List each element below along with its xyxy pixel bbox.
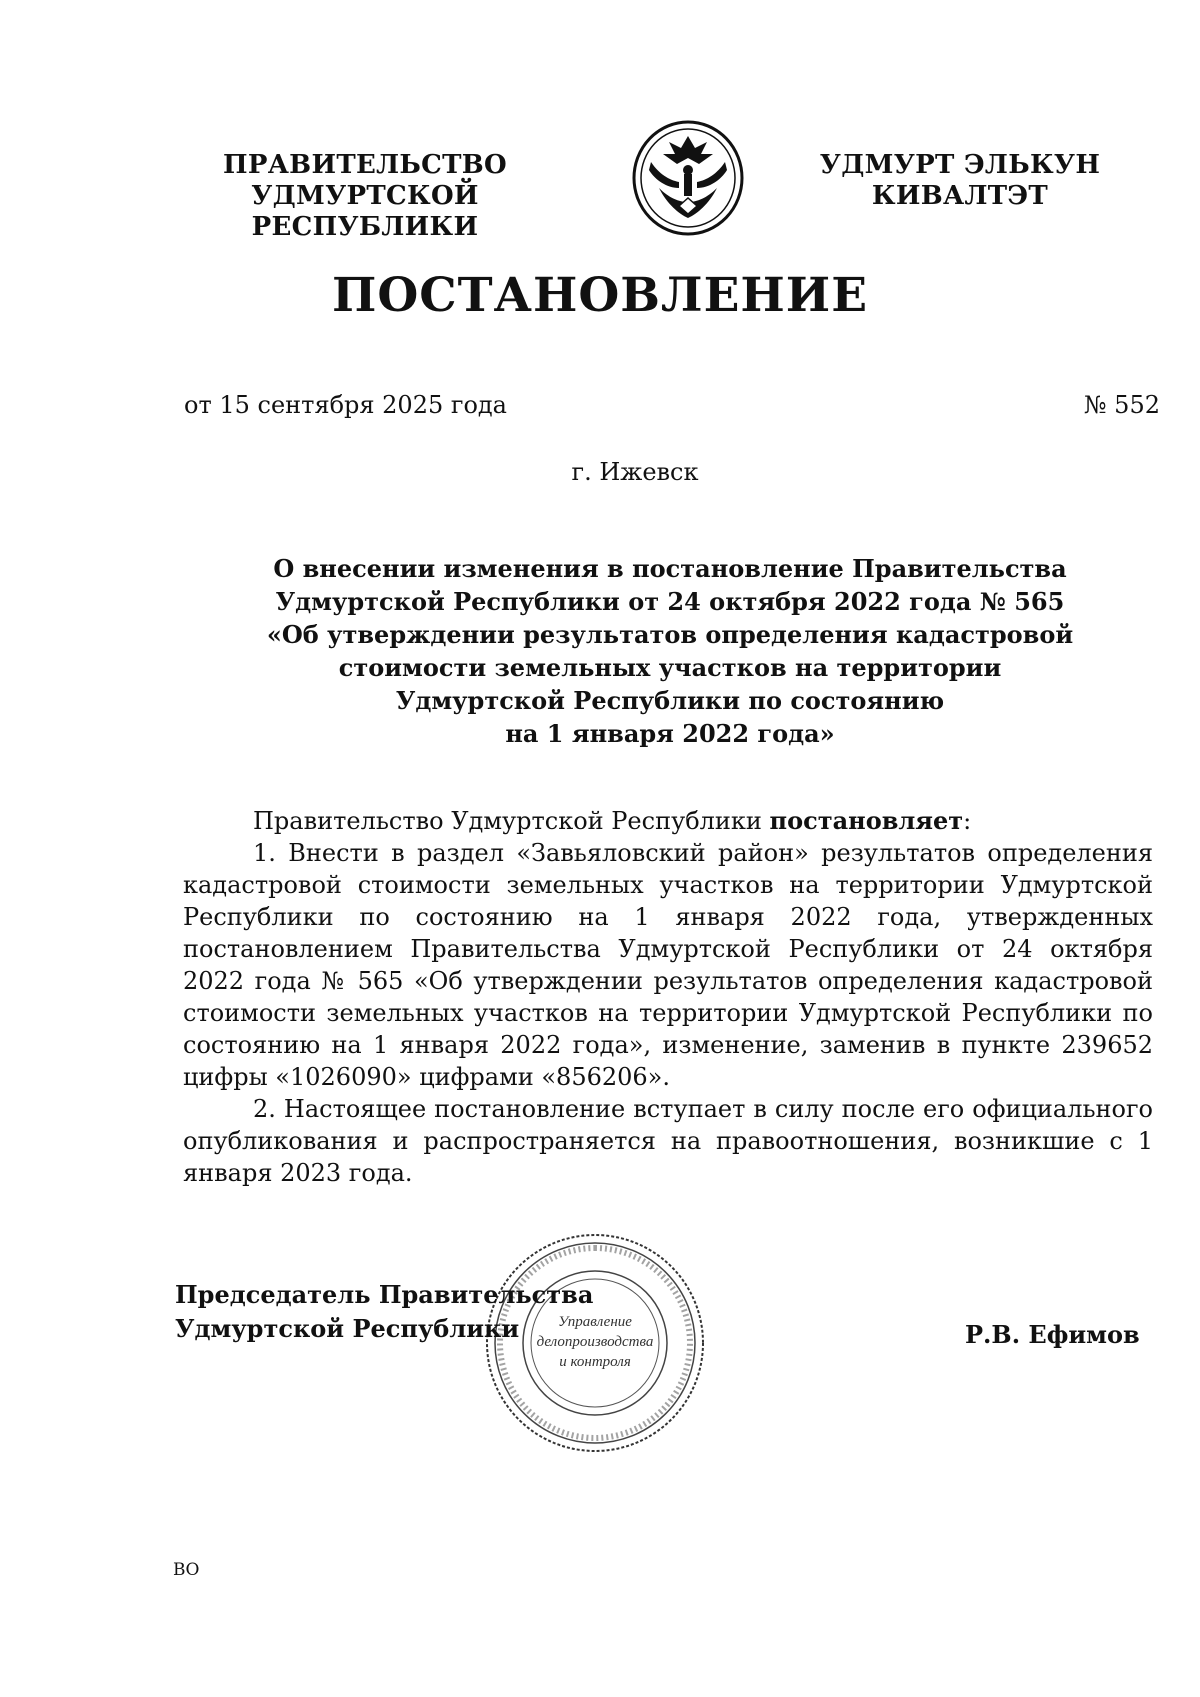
document-body: [183, 805, 1153, 1189]
signatory-position-line1: Председатель Правительства: [175, 1280, 594, 1309]
body-paragraph-1: 1. Внести в раздел «Завьяловский район» результатов определения кадастровой стоимости земельных участков на территории Удмуртской Республики по состоянию на 1 января 2022 года, утвержденных постановлением Правительства Удмуртской Республики от 24 октября 2022 года № 565 «Об утверждении результатов определения кадастровой стоимости земельных участков на территории Удмуртской Республики по состоянию на 1 января 2022 года», изменение, заменив в пункте 239652 цифры «1026090» цифрами «856206».: [183, 839, 1153, 1091]
body-intro: [183, 805, 1153, 837]
intro-bold-verb: постановляет: [769, 806, 964, 835]
header-left-block: [150, 150, 580, 243]
title-line: Удмуртской Республики от 24 октября 2022 года № 565: [275, 587, 1065, 616]
document-date: от 15 сентября 2025 года: [184, 391, 507, 419]
intro-colon: :: [963, 807, 972, 835]
title-line: стоимости земельных участков на территории: [338, 653, 1002, 682]
title-line: на 1 января 2022 года»: [505, 719, 835, 748]
stamp-inner-line2: делопроизводства: [536, 1334, 654, 1350]
signatory-position: [175, 1278, 593, 1346]
header-right-line2: КИВАЛТЭТ: [871, 181, 1049, 211]
signatory-position-line2: Удмуртской Республики: [175, 1314, 520, 1343]
title-line: О внесении изменения в постановление Правительства: [273, 554, 1067, 583]
document-number: № 552: [1083, 391, 1160, 419]
stamp-inner-line1: Управление: [558, 1314, 632, 1330]
intro-text: Правительство Удмуртской Республики: [253, 807, 770, 835]
header-left-line1: ПРАВИТЕЛЬСТВО: [223, 150, 507, 180]
document-city: г. Ижевск: [571, 458, 699, 486]
signatory-name: Р.В. Ефимов: [965, 1320, 1140, 1349]
footer-mark: ВО: [173, 1560, 200, 1580]
title-line: Удмуртской Республики по состоянию: [395, 686, 945, 715]
document-title: [250, 552, 1090, 750]
title-line: «Об утверждении результатов определения кадастровой: [266, 620, 1074, 649]
coat-of-arms-icon: [629, 118, 747, 238]
document-type-heading: ПОСТАНОВЛЕНИЕ: [331, 268, 869, 323]
header-right-block: [785, 150, 1135, 212]
stamp-inner-line3: и контроля: [559, 1354, 631, 1370]
header-left-line2: УДМУРТСКОЙ РЕСПУБЛИКИ: [251, 181, 479, 242]
header-right-line1: УДМУРТ ЭЛЬКУН: [819, 150, 1101, 180]
body-paragraph-2: 2. Настоящее постановление вступает в силу после его официального опубликования и распространяется на правоотношения, возникшие с 1 января 2023 года.: [183, 1095, 1153, 1187]
